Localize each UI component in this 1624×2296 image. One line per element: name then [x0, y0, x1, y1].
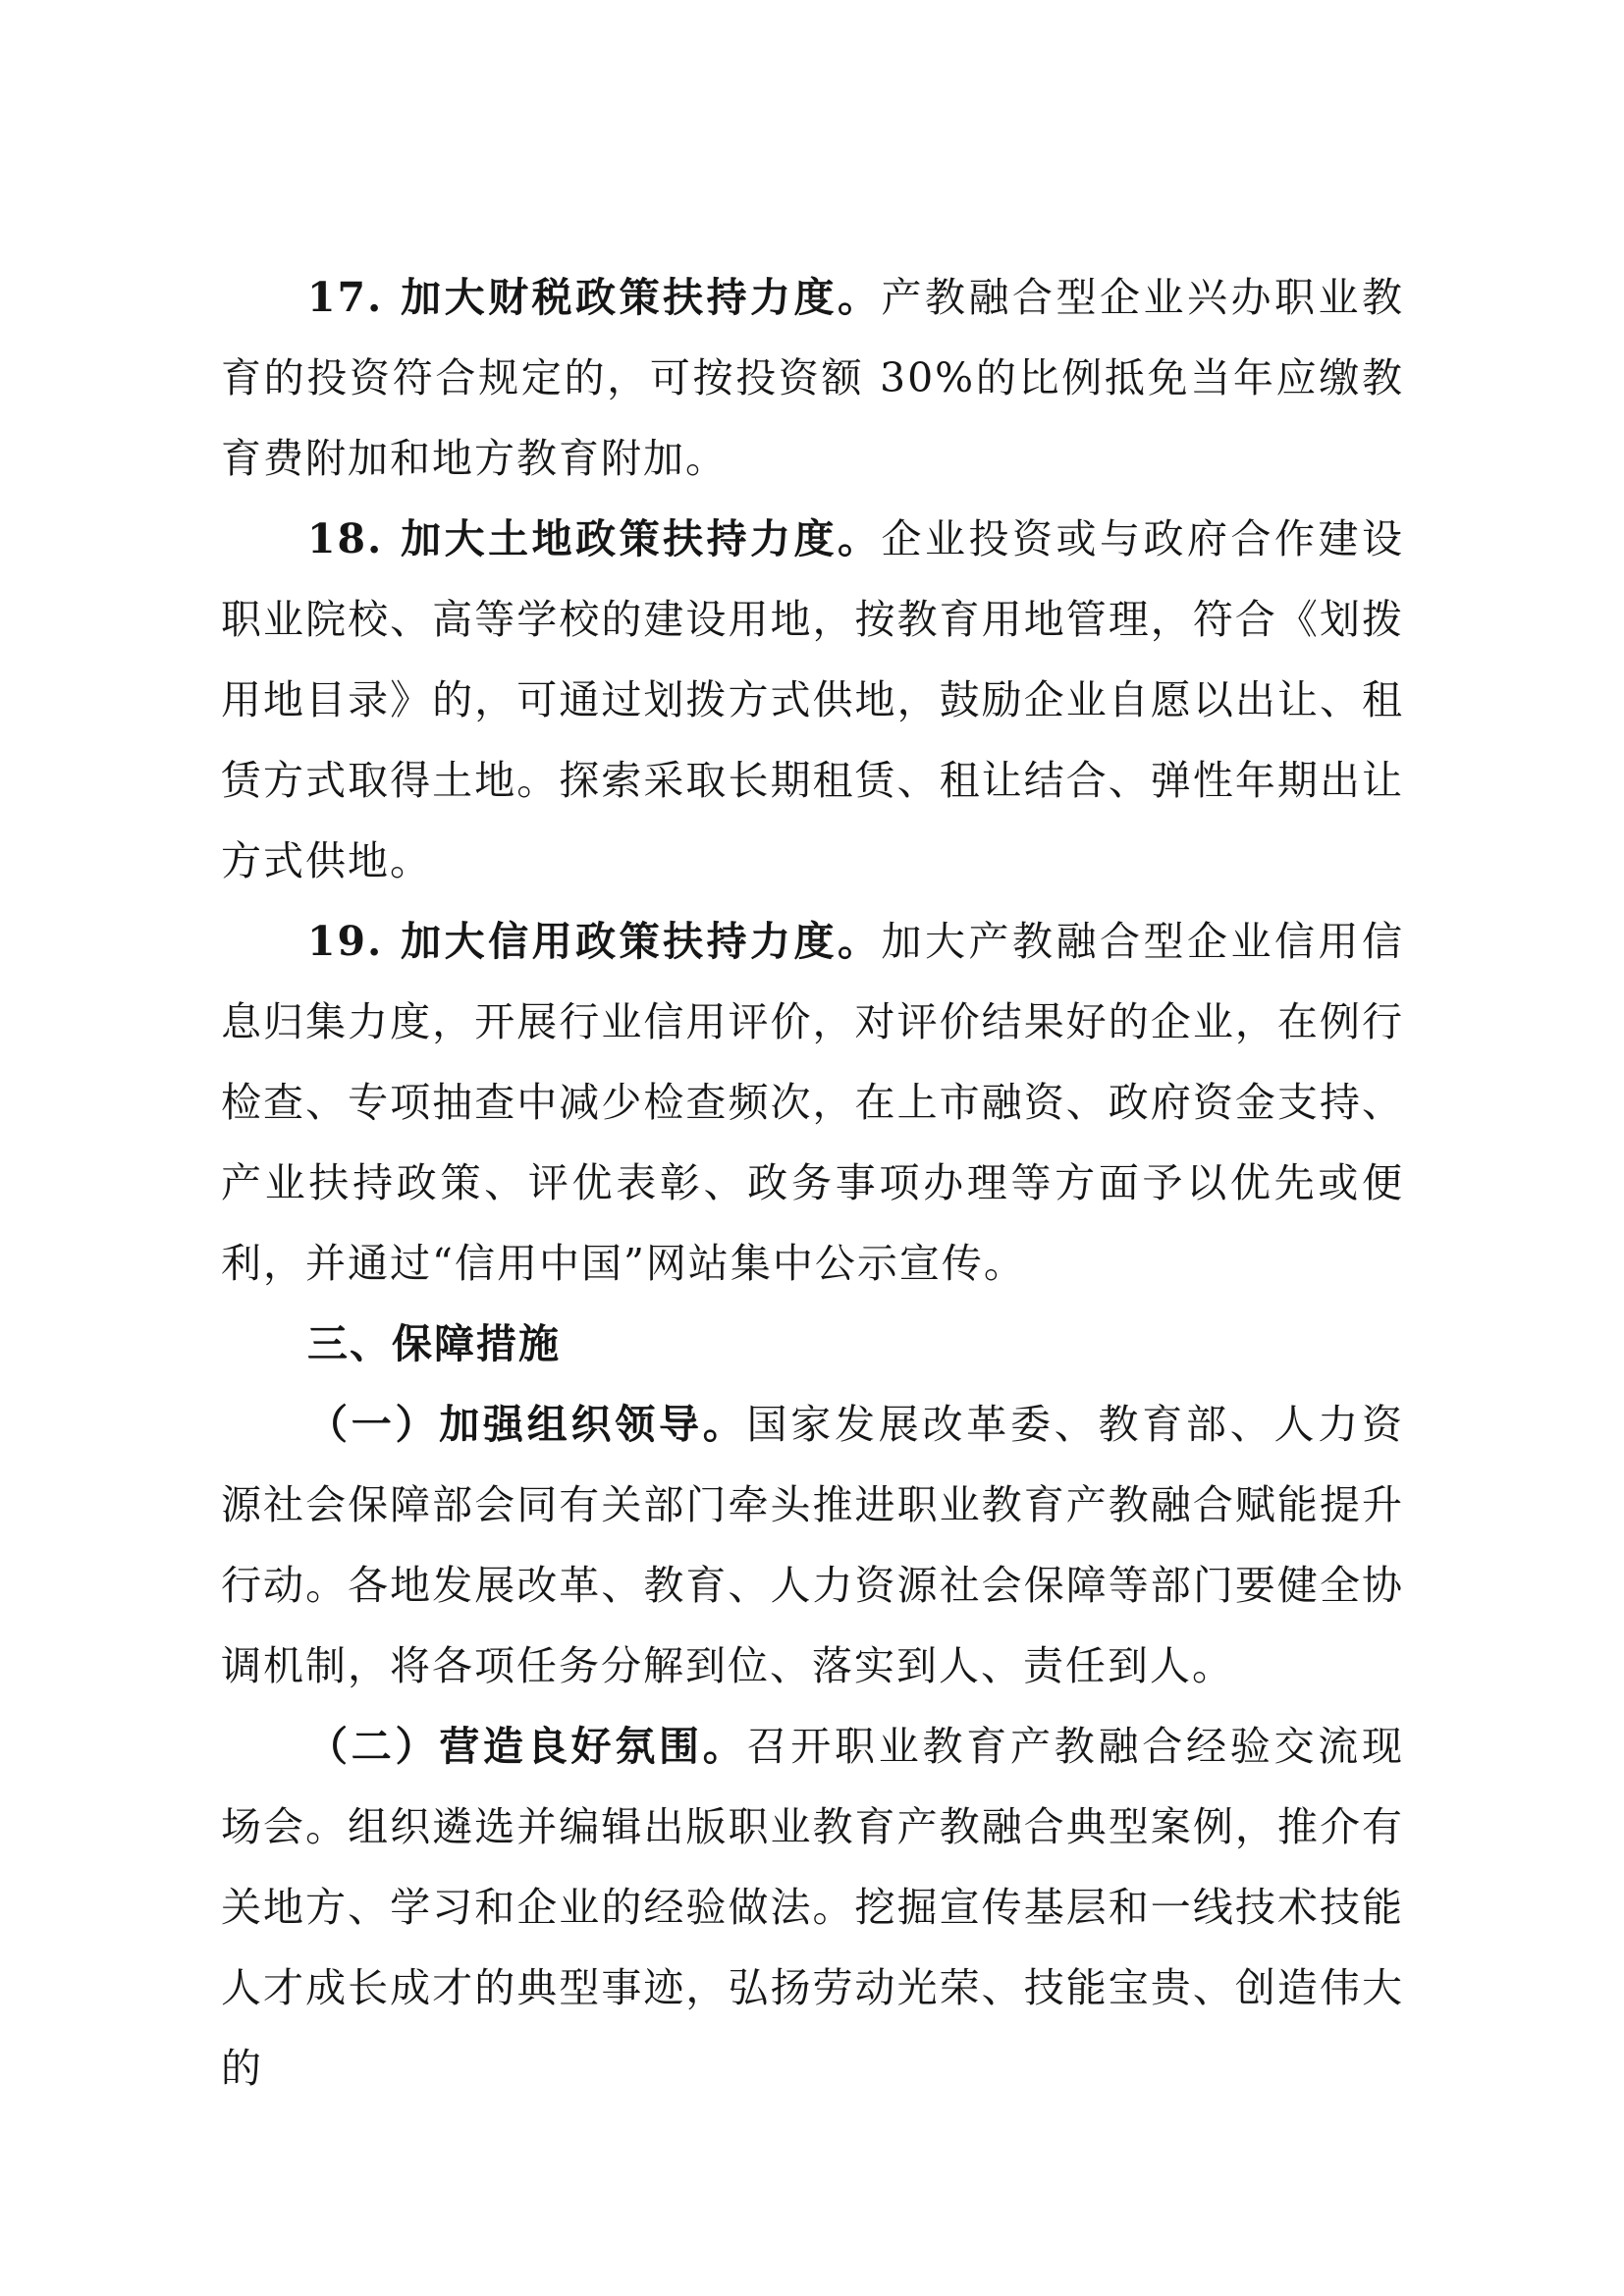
paragraph-17-body: 产教融合型企业兴办职业教育的投资符合规定的，可按投资额 30%的比例抵免当年应缴教育费附加和地方教育附加。: [221, 274, 1404, 482]
paragraph-item-sub1: [221, 1384, 1404, 1706]
paragraph-item-18: [221, 499, 1404, 901]
paragraph-item-17: [221, 257, 1404, 499]
document-text-block: [221, 257, 1404, 2109]
paragraph-sub1-body: 国家发展改革委、教育部、人力资源社会保障部会同有关部门牵头推进职业教育产教融合赋能提升行动。各地发展改革、教育、人力资源社会保障等部门要健全协调机制，将各项任务分解到位、落实到人、责任到人。: [221, 1401, 1404, 1689]
paragraph-sub2-body: 召开职业教育产教融合经验交流现场会。组织遴选并编辑出版职业教育产教融合典型案例，推介有关地方、学习和企业的经验做法。挖掘宣传基层和一线技术技能人才成长成才的典型事迹，弘扬劳动光荣、技能宝贵、创造伟大的: [221, 1723, 1404, 2092]
paragraph-item-sub2: [221, 1706, 1404, 2109]
paragraph-19-lead: 19. 加大信用政策扶持力度。: [307, 918, 882, 965]
paragraph-17-lead: 17. 加大财税政策扶持力度。: [307, 274, 882, 321]
section-heading-3: 三、保障措施: [307, 1320, 561, 1367]
paragraph-18-body: 企业投资或与政府合作建设职业院校、高等学校的建设用地，按教育用地管理，符合《划拨用地目录》的，可通过划拨方式供地，鼓励企业自愿以出让、租赁方式取得土地。探索采取长期租赁、租让结合、弹性年期出让方式供地。: [221, 515, 1404, 884]
paragraph-sub2-lead: （二）营造良好氛围。: [307, 1723, 747, 1770]
paragraph-sub1-lead: （一）加强组织领导。: [307, 1401, 747, 1448]
paragraph-19-body: 加大产教融合型企业信用信息归集力度，开展行业信用评价，对评价结果好的企业，在例行检查、专项抽查中减少检查频次，在上市融资、政府资金支持、产业扶持政策、评优表彰、政务事项办理等方面予以优先或便利，并通过“信用中国”网站集中公示宣传。: [221, 918, 1404, 1287]
paragraph-item-19: [221, 901, 1404, 1304]
paragraph-18-lead: 18. 加大土地政策扶持力度。: [307, 515, 882, 562]
